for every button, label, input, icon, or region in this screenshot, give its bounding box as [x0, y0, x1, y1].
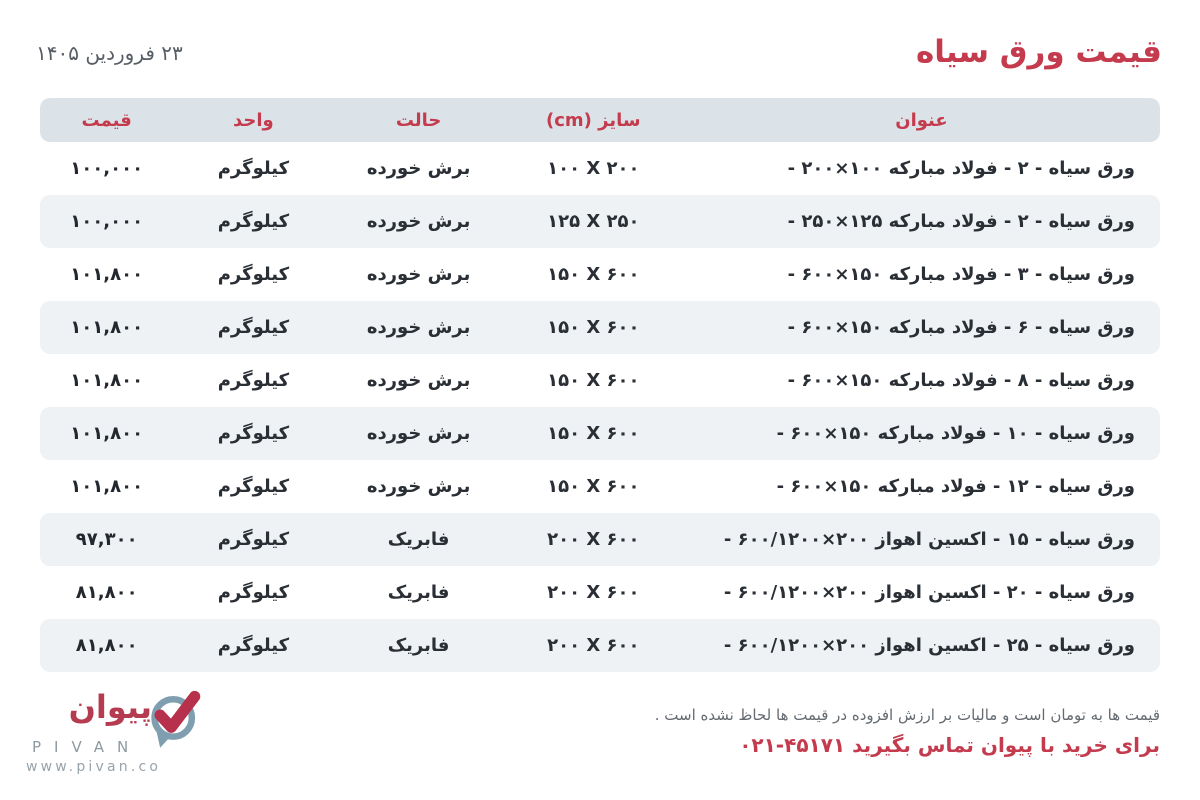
cell-size: ۱۵۰ X ۶۰۰ [547, 423, 640, 445]
cell-size: ۱۰۰ X ۲۰۰ [547, 158, 640, 180]
page-title: قیمت ورق سیاه [915, 34, 1162, 70]
date-label: ۲۳ فروردین ۱۴۰۵ [36, 40, 183, 65]
cell-size: ۱۵۰ X ۶۰۰ [547, 317, 640, 339]
cell-size: ۱۵۰ X ۶۰۰ [547, 370, 640, 392]
cell-size: ۱۵۰ X ۶۰۰ [547, 476, 640, 498]
cell-state: برش خورده [366, 158, 471, 180]
cell-title: ورق سیاه - ۲ - فولاد مبارکه ⁦۲۰۰×۱۰۰⁩ - [787, 158, 1135, 180]
col-header-title: عنوان [895, 109, 948, 131]
table-row [40, 407, 1160, 460]
pivan-logo [26, 680, 216, 782]
cell-unit: کیلوگرم [217, 582, 290, 604]
cell-price: ۱۰۱,۸۰۰ [70, 423, 144, 445]
cell-size: ۱۵۰ X ۶۰۰ [547, 264, 640, 286]
col-header-size: سایز (cm) [546, 109, 641, 131]
cell-price: ۱۰۱,۸۰۰ [70, 370, 144, 392]
contact-line [739, 733, 1160, 757]
cell-title: ورق سیاه - ۲ - فولاد مبارکه ⁦۲۵۰×۱۲۵⁩ - [787, 211, 1135, 233]
cell-title: ورق سیاه - ۱۲ - فولاد مبارکه ⁦۶۰۰×۱۵۰⁩ - [776, 476, 1135, 498]
cell-state: برش خورده [366, 476, 471, 498]
table-row [40, 195, 1160, 248]
table-row [40, 248, 1160, 301]
col-header-state: حالت [395, 109, 442, 131]
pin-checkmark-icon [148, 684, 204, 750]
table-header-row [40, 98, 1160, 142]
col-header-unit: واحد [233, 109, 274, 131]
cell-state: فابریک [387, 529, 450, 551]
cell-unit: کیلوگرم [217, 317, 290, 339]
cell-unit: کیلوگرم [217, 370, 290, 392]
cell-price: ۱۰۱,۸۰۰ [70, 264, 144, 286]
table-row [40, 513, 1160, 566]
cell-title: ورق سیاه - ۱۵ - اکسین اهواز ⁦۶۰۰/۱۲۰۰×۲۰۰⁩ - [723, 529, 1135, 551]
cell-unit: کیلوگرم [217, 476, 290, 498]
cell-unit: کیلوگرم [217, 423, 290, 445]
cell-title: ورق سیاه - ۲۰ - اکسین اهواز ⁦۶۰۰/۱۲۰۰×۲۰۰⁩ - [723, 582, 1135, 604]
table-row [40, 566, 1160, 619]
cell-state: فابریک [387, 582, 450, 604]
cell-title: ورق سیاه - ۱۰ - فولاد مبارکه ⁦۶۰۰×۱۵۰⁩ - [776, 423, 1135, 445]
cell-state: برش خورده [366, 370, 471, 392]
cell-price: ۹۷,۳۰۰ [75, 529, 138, 551]
cell-price: ۱۰۰,۰۰۰ [70, 158, 144, 180]
cell-unit: کیلوگرم [217, 529, 290, 551]
price-table [40, 98, 1160, 672]
cell-price: ۸۱,۸۰۰ [75, 582, 138, 604]
top-bar [0, 0, 1200, 71]
logo-website-url[interactable]: www.pivan.co [26, 759, 162, 775]
vat-note: قیمت ها به تومان است و مالیات بر ارزش افزوده در قیمت ها لحاظ نشده است . [654, 706, 1160, 724]
cell-state: برش خورده [366, 317, 471, 339]
cell-price: ۱۰۰,۰۰۰ [70, 211, 144, 233]
table-row [40, 301, 1160, 354]
cell-state: فابریک [387, 635, 450, 657]
logo-latin-name: PIVAN [32, 738, 142, 756]
cell-price: ۱۰۱,۸۰۰ [70, 476, 144, 498]
cell-size: ۲۰۰ X ۶۰۰ [547, 635, 640, 657]
cell-state: برش خورده [366, 211, 471, 233]
cell-price: ۱۰۱,۸۰۰ [70, 317, 144, 339]
phone-number: ۰۲۱-۴۵۱۷۱ [739, 733, 846, 757]
cell-unit: کیلوگرم [217, 211, 290, 233]
cell-state: برش خورده [366, 423, 471, 445]
table-body [40, 142, 1160, 672]
cell-unit: کیلوگرم [217, 264, 290, 286]
contact-text: برای خرید با پیوان تماس بگیرید [852, 733, 1160, 757]
col-header-price: قیمت [81, 109, 132, 131]
cell-title: ورق سیاه - ۳ - فولاد مبارکه ⁦۶۰۰×۱۵۰⁩ - [787, 264, 1135, 286]
cell-title: ورق سیاه - ۸ - فولاد مبارکه ⁦۶۰۰×۱۵۰⁩ - [787, 370, 1135, 392]
cell-state: برش خورده [366, 264, 471, 286]
table-row [40, 142, 1160, 195]
cell-unit: کیلوگرم [217, 158, 290, 180]
cell-size: ۲۰۰ X ۶۰۰ [547, 529, 640, 551]
cell-unit: کیلوگرم [217, 635, 290, 657]
table-row [40, 354, 1160, 407]
cell-price: ۸۱,۸۰۰ [75, 635, 138, 657]
cell-size: ۱۲۵ X ۲۵۰ [547, 211, 640, 233]
cell-size: ۲۰۰ X ۶۰۰ [547, 582, 640, 604]
table-row [40, 460, 1160, 513]
logo-persian-name: پیوان [68, 688, 152, 726]
cell-title: ورق سیاه - ۶ - فولاد مبارکه ⁦۶۰۰×۱۵۰⁩ - [787, 317, 1135, 339]
table-row [40, 619, 1160, 672]
cell-title: ورق سیاه - ۲۵ - اکسین اهواز ⁦۶۰۰/۱۲۰۰×۲۰۰⁩ - [723, 635, 1135, 657]
